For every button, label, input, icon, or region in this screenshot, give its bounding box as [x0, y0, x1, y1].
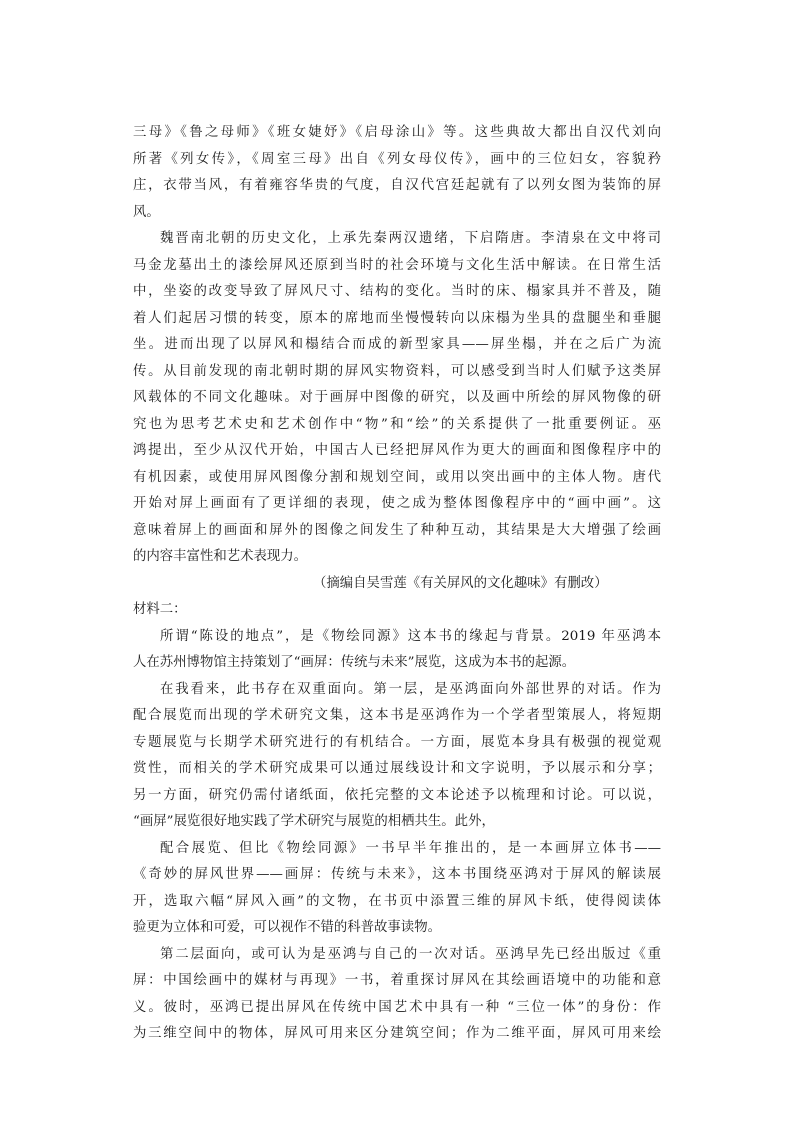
text-line: 《奇妙的屏风世界——画屏：传统与未来》，这本书围绕巫鸿对于屏风的解读展: [133, 867, 661, 882]
document-body: [133, 120, 661, 1048]
text-line: 究也为思考艺术史和艺术创作中“物”和“绘”的关系提供了一批重要例证。巫: [133, 416, 661, 432]
text-line: 另一方面，研究仍需付诸纸面，依托完整的文本论述予以梳理和讨论。可以说，: [133, 787, 661, 803]
text-line: 三母》《鲁之母师》《班女婕妤》《启母涂山》等。这些典故大都出自汉代刘向: [133, 125, 661, 140]
text-line: 鸿提出，至少从汉代开始，中国古人已经把屏风作为更大的画面和图像程序中的: [133, 443, 661, 458]
paragraph-start-line: 配合展览、但比《物绘同源》一书早半年推出的，是一本画屏立体书——: [160, 840, 661, 856]
text-line: 传。从目前发现的南北朝时期的屏风实物资料，可以感受到当时人们赋予这类屏: [133, 363, 661, 379]
text-line: 着人们起居习惯的转变，原本的席地而坐慢慢转向以床榻为坐具的盘腿坐和垂腿: [133, 310, 661, 326]
text-line: 所著《列女传》，《周室三母》出自《列女母仪传》，画中的三位妇女，容貌矜: [133, 151, 661, 167]
text-line: 开，选取六幅“屏风入画”的文物，在书页中添置三维的屏风卡纸，使得阅读体: [133, 893, 661, 909]
text-line: 配合展览而出现的学术研究文集，这本书是巫鸿作为一个学者型策展人，将短期: [133, 708, 661, 723]
text-line: 风。: [133, 204, 160, 220]
text-line: 的内容丰富性和艺术表现力。: [133, 549, 308, 564]
paragraph-start-line: 第二层面向，或可认为是巫鸿与自己的一次对话。巫鸿早先已经出版过《重: [160, 946, 661, 962]
source-citation: （摘编自吴雪莲《有关屏风的文化趣味》有删改）: [313, 575, 608, 591]
text-line: “画屏”展览很好地实践了学术研究与展览的相栖共生。此外，: [133, 814, 495, 829]
section-heading: 材料二：: [133, 602, 187, 617]
text-line: 中，坐姿的改变导致了屏风尺寸、结构的变化。当时的床、榻家具并不普及，随: [133, 284, 661, 299]
text-line: 风载体的不同文化趣味。对于画屏中图像的研究，以及画中所绘的屏风物像的研: [133, 390, 661, 405]
text-line: 有机因素，或使用屏风图像分割和规划空间，或用以突出画中的主体人物。唐代: [133, 469, 661, 485]
text-line: 人在苏州博物馆主持策划了“画屏：传统与未来”展览，这成为本书的起源。: [133, 655, 576, 670]
text-line: 赏性，而相关的学术研究成果可以通过展线设计和文字说明，予以展示和分享；: [133, 761, 661, 776]
text-line: 坐。进而出现了以屏风和榻结合而成的新型家具——屏坐榻，并在之后广为流: [133, 337, 661, 352]
text-line: 义。彼时，巫鸿已提出屏风在传统中国艺术中具有一种 “三位一体”的身份：作: [133, 999, 661, 1015]
text-line: 专题展览与长期学术研究进行的有机结合。一方面，展览本身具有极强的视觉观: [133, 734, 661, 750]
text-line: 为三维空间中的物体，屏风可用来区分建筑空间；作为二维平面，屏风可用来绘: [133, 1026, 661, 1041]
paragraph-start-line: 所谓“陈设的地点”，是《物绘同源》这本书的缘起与背景。2019 年巫鸿本: [160, 628, 661, 644]
paragraph-start-line: 魏晋南北朝的历史文化，上承先秦两汉遗绪，下启隋唐。李清泉在文中将司: [160, 231, 661, 246]
text-line: 屏：中国绘画中的媒材与再现》一书，着重探讨屏风在其绘画语境中的功能和意: [133, 973, 661, 988]
text-line: 意味着屏上的画面和屏外的图像之间发生了种种互动，其结果是大大增强了绘画: [133, 522, 661, 538]
paragraph-start-line: 在我看来，此书存在双重面向。第一层，是巫鸿面向外部世界的对话。作为: [160, 681, 661, 697]
text-line: 开始对屏上画面有了更详细的表现，使之成为整体图像程序中的“画中画”。这: [133, 496, 661, 511]
text-line: 庄，衣带当风，有着雍容华贵的气度，自汉代宫廷起就有了以列女图为装饰的屏: [133, 178, 661, 193]
text-line: 马金龙墓出土的漆绘屏风还原到当时的社会环境与文化生活中解读。在日常生活: [133, 257, 661, 273]
text-line: 验更为立体和可爱，可以视作不错的科普故事读物。: [133, 920, 441, 935]
